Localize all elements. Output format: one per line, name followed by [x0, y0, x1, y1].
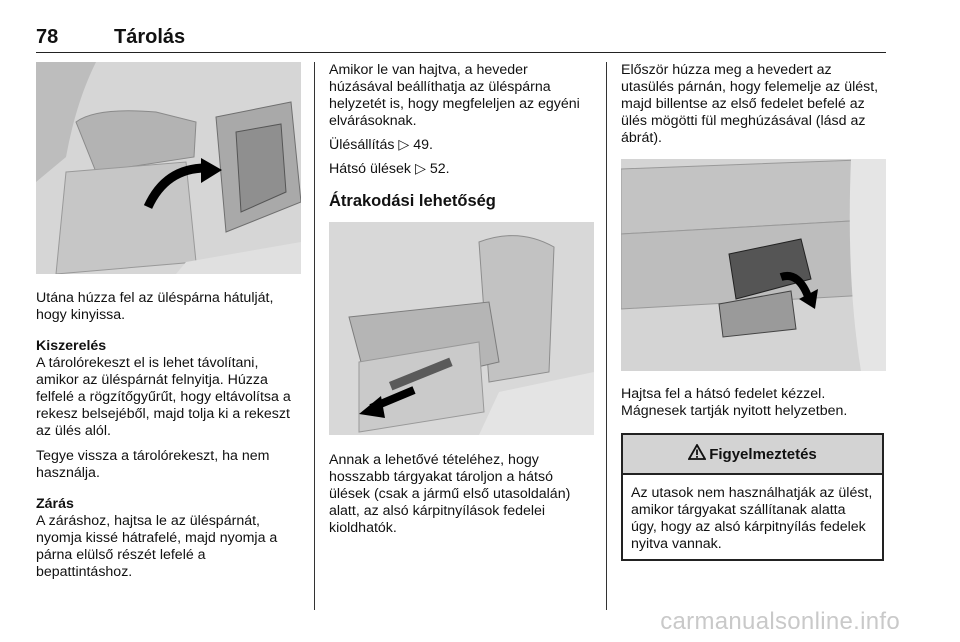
reference-arrow-icon: ▷: [398, 137, 410, 153]
page-header: [36, 22, 886, 53]
warning-box: [621, 433, 884, 561]
reference-label: Hátsó ülések: [329, 161, 412, 177]
reference-label: Ülésállítás: [329, 137, 395, 153]
paragraph: A záráshoz, hajtsa le az üléspárnát, nyomja kissé hátrafelé, majd nyomja a párna elülső részét lefelé a bepattintáshoz.: [36, 513, 278, 580]
paragraph: Először húzza meg a hevedert az utasülés párnán, hogy felemelje az ülést, majd billentse az első fedelet befelé az ülés mögötti fül meghúzásával (lásd az ábrát).: [621, 62, 879, 146]
paragraph: Annak a lehetővé tételéhez, hogy hosszabb tárgyakat tároljon a hátsó ülések (csak a jármű első utasoldalán) alatt, az alsó kárpitnyílások fedelei kioldhatók.: [329, 452, 571, 536]
column-1: [36, 62, 301, 581]
warning-header: [623, 435, 882, 475]
paragraph: Tegye vissza a tárolórekeszt, ha nem használja.: [36, 448, 270, 481]
page-number: 78: [36, 26, 59, 48]
warning-text: Az utasok nem használhatják az ülést, amikor tárgyakat szállítanak alatta úgy, hogy az alsó kárpitnyílás fedelek nyitva vannak.: [631, 485, 873, 552]
column-divider: [314, 62, 315, 610]
section-heading: Átrakodási lehetőség: [329, 192, 496, 210]
column-divider: [606, 62, 607, 610]
reference-page: 49.: [413, 137, 434, 153]
reference-arrow-icon: ▷: [414, 161, 426, 177]
paragraph: Utána húzza fel az üléspárna hátulját, hogy kinyissa.: [36, 290, 274, 323]
subheading-removal: Kiszerelés: [36, 338, 107, 354]
cross-reference-rear-seats[interactable]: [329, 161, 594, 178]
paragraph: Amikor le van hajtva, a heveder húzásával beállíthatja az üléspárna helyzetét is, hogy megfeleljen az egyéni elvárásoknak.: [329, 62, 580, 129]
reference-page: 52.: [429, 161, 450, 177]
page-title: Tárolás: [114, 26, 186, 48]
warning-title: Figyelmeztetés: [709, 445, 817, 463]
paragraph: Hajtsa fel a hátsó fedelet kézzel. Mágnesek tartják nyitott helyzetben.: [621, 386, 848, 419]
warning-triangle-icon: [688, 444, 706, 464]
subheading-closing: Zárás: [36, 496, 74, 512]
cross-reference-seat-adjustment[interactable]: [329, 137, 594, 154]
seat-cushion-illustration: [36, 62, 301, 274]
storage-under-seat-illustration: [329, 222, 594, 435]
watermark: carmanualsonline.info: [660, 608, 900, 635]
trim-cover-illustration: [621, 159, 886, 371]
paragraph: A tárolórekeszt el is lehet távolítani, amikor az üléspárnát felnyitja. Húzza felfelé a rögzítőgyűrűt, hogy eltávolítsa a rekesz belsejéből, majd tolja ki a rekeszt az ülés alól.: [36, 355, 291, 439]
column-3: [621, 62, 886, 420]
column-2: [329, 62, 594, 537]
